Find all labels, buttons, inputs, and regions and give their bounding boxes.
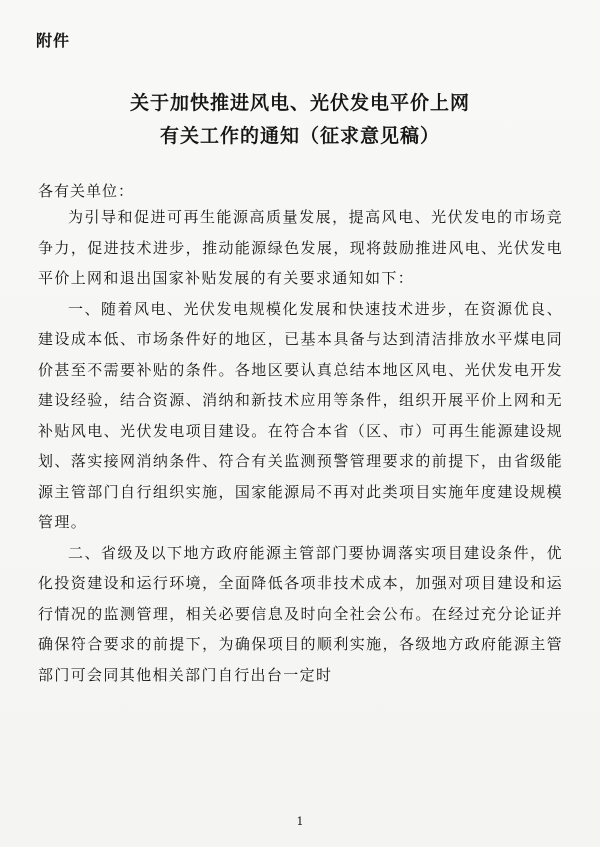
attachment-label: 附件 [36, 31, 71, 50]
document-body [38, 202, 563, 690]
paragraph-section-2: 二、省级及以下地方政府能源主管部门要协调落实项目建设条件，优化投资建设和运行环境，全面降低各项非技术成本，加强对项目建设和运行情况的监测管理，相关必要信息及时向全社会公布。在经过充分论证并确保符合要求的前提下，为确保项目的顺利实施，各级地方政府能源主管部门可会同其他相关部门自行出台一定时 [38, 543, 563, 684]
paragraph-section-1: 一、随着风电、光伏发电规模化发展和快速技术进步，在资源优良、建设成本低、市场条件好的地区，已基本具备与达到清洁排放水平煤电同价甚至不需要补贴的条件。各地区要认真总结本地区风电、光伏发电开发建设经验，结合资源、消纳和新技术应用等条件，组织开展平价上网和无补贴风电、光伏发电项目建设。在符合本省（区、市）可再生能源建设规划、落实接网消纳条件、符合有关监测预警管理要求的前提下，由省级能源主管部门自行组织实施，国家能源局不再对此类项目实施年度建设规模管理。 [38, 299, 563, 531]
document-title-line-1: 关于加快推进风电、光伏发电平价上网 [129, 92, 470, 114]
paragraph-intro: 为引导和促进可再生能源高质量发展，提高风电、光伏发电的市场竞争力，促进技术进步，推动能源绿色发展，现将鼓励推进风电、光伏发电平价上网和退出国家补贴发展的有关要求通知如下： [38, 208, 563, 287]
document-title-line-2: 有关工作的通知（征求意见稿） [159, 125, 440, 147]
page-number: 1 [296, 815, 304, 828]
addressee: 各有关单位： [38, 182, 135, 200]
